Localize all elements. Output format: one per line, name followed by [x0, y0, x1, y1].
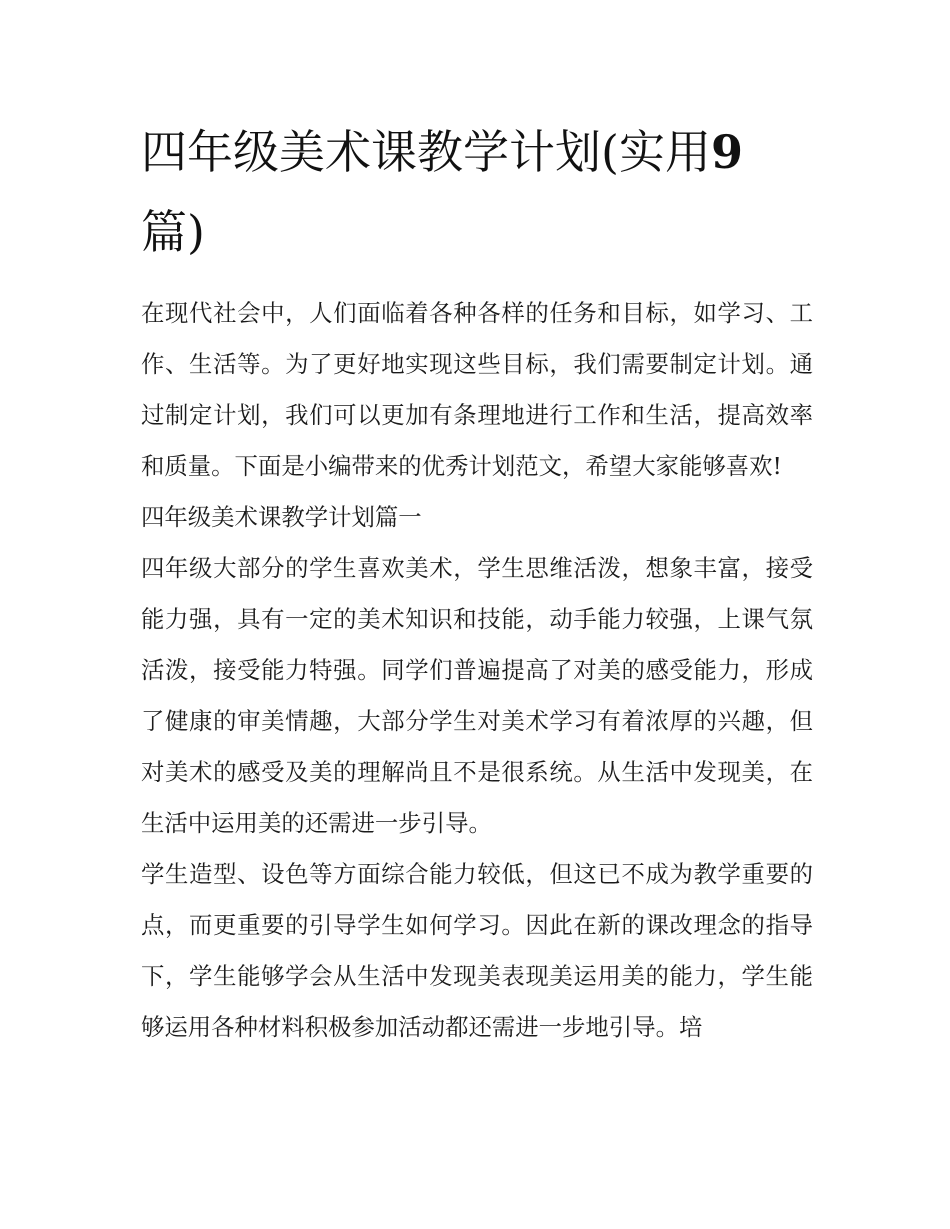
- title-end: 篇): [141, 205, 205, 259]
- document-body: [141, 112, 813, 1053]
- section-heading: 四年级美术课教学计划篇一: [141, 503, 422, 531]
- title-number: 9: [710, 125, 743, 179]
- body-paragraph-2: 学生造型、设色等方面综合能力较低，但这已不成为教学重要的点，而更重要的引导学生如何学习。因此在新的课改理念的指导下，学生能够学会从生活中发现美表现美运用美的能力，学生能够运用各种材料积极参加活动都还需进一步地引导。培: [141, 860, 813, 1041]
- title-main: 四年级美术课教学计划(实用: [141, 125, 711, 179]
- intro-paragraph: 在现代社会中，人们面临着各种各样的任务和目标，如学习、工作、生活等。为了更好地实现这些目标，我们需要制定计划。通过制定计划，我们可以更加有条理地进行工作和生活，提高效率和质量。下面是小编带来的优秀计划范文，希望大家能够喜欢!: [141, 299, 813, 480]
- body-paragraph-1: 四年级大部分的学生喜欢美术，学生思维活泼，想象丰富，接受能力强，具有一定的美术知识和技能，动手能力较强，上课气氛活泼，接受能力特强。同学们普遍提高了对美的感受能力，形成了健康的审美情趣，大部分学生对美术学习有着浓厚的兴趣，但对美术的感受及美的理解尚且不是很系统。从生活中发现美，在生活中运用美的还需进一步引导。: [141, 554, 813, 837]
- document-title: [141, 112, 813, 272]
